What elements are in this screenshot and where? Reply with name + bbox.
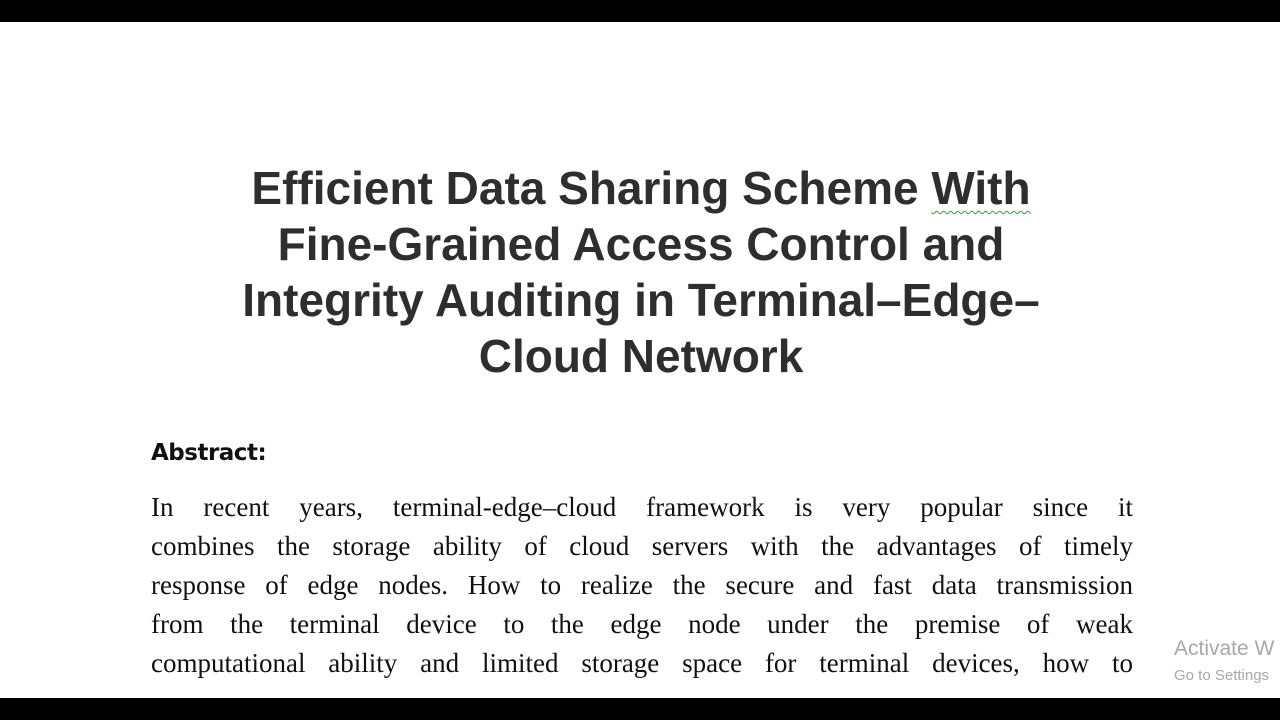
activate-windows-watermark: Activate W xyxy=(1174,637,1275,660)
abstract-heading: Abstract: xyxy=(151,440,267,466)
title-line-1: Efficient Data Sharing Scheme xyxy=(251,162,932,214)
title-line-4: Cloud Network xyxy=(478,330,804,382)
title-line-2: Fine-Grained Access Control and xyxy=(277,218,1005,270)
letterbox-top xyxy=(0,0,1280,22)
abstract-line: In recent years, terminal-edge–cloud framework is very popular since it xyxy=(151,492,1133,522)
letterbox-bottom xyxy=(0,698,1280,720)
abstract-line: response of edge nodes. How to realize the secure and fast data transmission xyxy=(151,570,1133,600)
document-title xyxy=(140,160,1142,384)
abstract-body xyxy=(151,488,1133,683)
abstract-line: combines the storage ability of cloud servers with the advantages of timely xyxy=(151,531,1133,561)
title-spellcheck-word: With xyxy=(931,162,1031,214)
title-line-3: Integrity Auditing in Terminal–Edge– xyxy=(242,274,1040,326)
go-to-settings-watermark: Go to Settings xyxy=(1174,667,1270,684)
abstract-line: from the terminal device to the edge node under the premise of weak xyxy=(151,609,1133,639)
abstract-line: computational ability and limited storage space for terminal devices, how to xyxy=(151,648,1133,678)
